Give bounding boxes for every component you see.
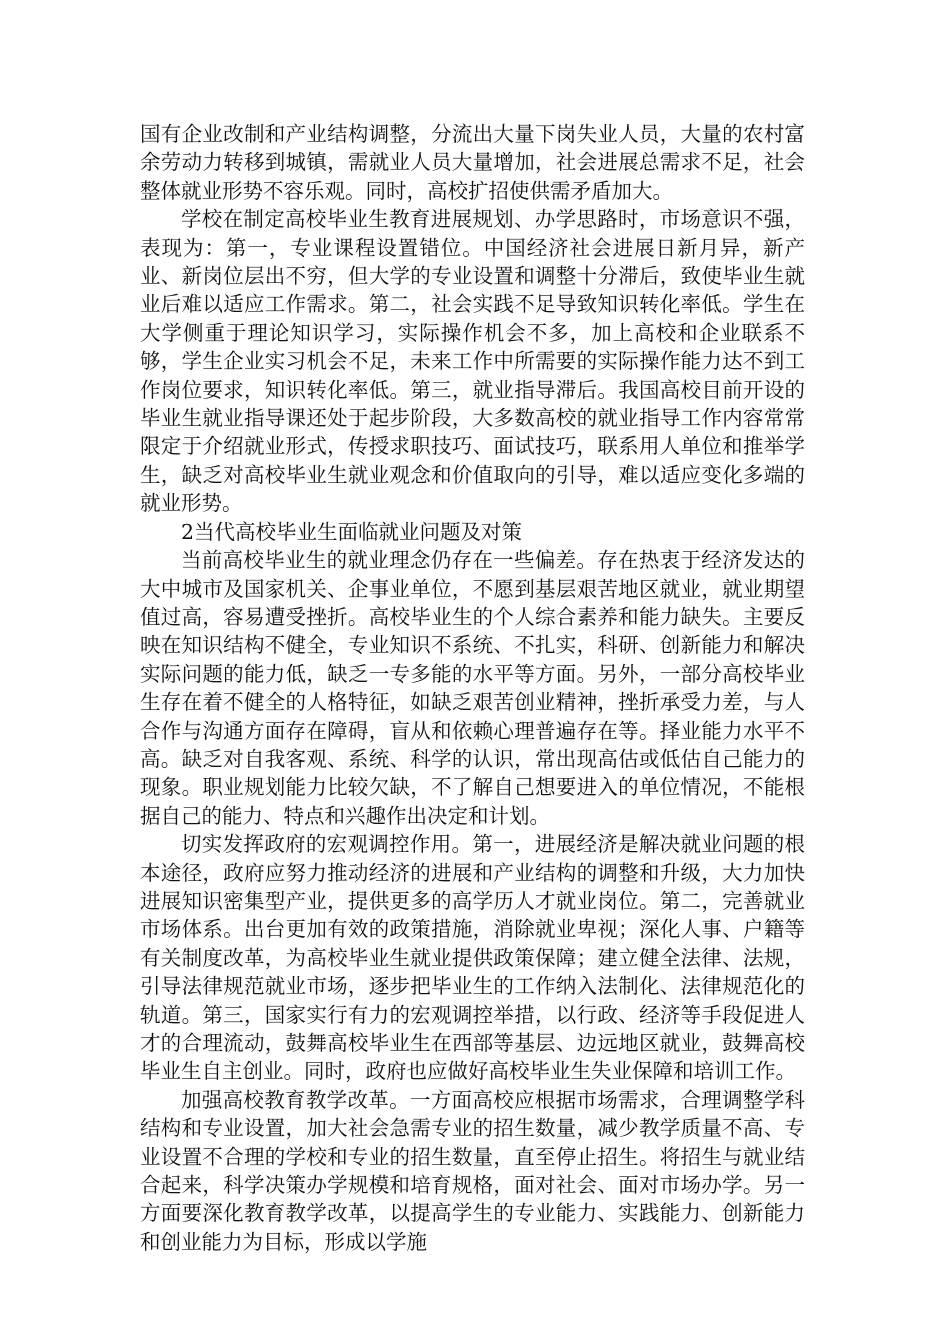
- paragraph-continuation: 国有企业改制和产业结构调整，分流出大量下岗失业人员，大量的农村富余劳动力转移到城镇，需就业人员大量增加，社会进展总需求不足，社会整体就业形势不容乐观。同时，高校扩招使供需矛盾加大。: [140, 122, 805, 203]
- paragraph-education-reform: 加强高校教育教学改革。一方面高校应根据市场需求，合理调整学科结构和专业设置，加大社会急需专业的招生数量，减少教学质量不高、专业设置不合理的学校和专业的招生数量，直至停止招生。将招生与就业结合起来，科学决策办学规模和培育规格，面对社会、面对市场办学。另一方面要深化教育教学改革，以提高学生的专业能力、实践能力、创新能力和创业能力为目标，形成以学施: [140, 1087, 805, 1254]
- section-heading: 2当代高校毕业生面临就业问题及对策: [181, 519, 523, 544]
- paragraph-employment-concept: 当前高校毕业生的就业理念仍存在一些偏差。存在热衷于经济发达的大中城市及国家机关、企事业单位，不愿到基层艰苦地区就业，就业期望值过高，容易遭受挫折。高校毕业生的个人综合素养和能力缺失。主要反映在知识结构不健全，专业知识不系统、不扎实，科研、创新能力和解决实际问题的能力低，缺乏一专多能的水平等方面。另外，一部分高校毕业生存在着不健全的人格特征，如缺乏艰苦创业精神，挫折承受力差，与人合作与沟通方面存在障碍，盲从和依赖心理普遍存在等。择业能力水平不高。缺乏对自我客观、系统、科学的认识，常出现高估或低估自己能力的现象。职业规划能力比较欠缺，不了解自己想要进入的单位情况，不能根据自己的能力、特点和兴趣作出决定和计划。: [140, 548, 805, 828]
- document-body: [140, 120, 805, 1256]
- paragraph-government-role: 切实发挥政府的宏观调控作用。第一，进展经济是解决就业问题的根本途径，政府应努力推动经济的进展和产业结构的调整和升级，大力加快进展知识密集型产业，提供更多的高学历人才就业岗位。第二，完善就业市场体系。出台更加有效的政策措施，消除就业卑视；深化人事、户籍等有关制度改革，为高校毕业生就业提供政策保障；建立健全法律、法规，引导法律规范就业市场，逐步把毕业生的工作纳入法制化、法律规范化的轨道。第三，国家实行有力的宏观调控举措，以行政、经济等手段促进人才的合理流动，鼓舞高校毕业生在西部等基层、边远地区就业，鼓舞高校毕业生自主创业。同时，政府也应做好高校毕业生失业保障和培训工作。: [140, 832, 805, 1084]
- paragraph-school-planning: 学校在制定高校毕业生教育进展规划、办学思路时，市场意识不强，表现为：第一，专业课程设置错位。中国经济社会进展日新月异，新产业、新岗位层出不穷，但大学的专业设置和调整十分滞后，致使毕业生就业后难以适应工作需求。第二，社会实践不足导致知识转化率低。学生在大学侧重于理论知识学习，实际操作机会不多，加上高校和企业联系不够，学生企业实习机会不足，未来工作中所需要的实际操作能力达不到工作岗位要求，知识转化率低。第三，就业指导滞后。我国高校目前开设的毕业生就业指导课还处于起步阶段，大多数高校的就业指导工作内容常常限定于介绍就业形式，传授求职技巧、面试技巧，联系用人单位和推举学生，缺乏对高校毕业生就业观念和价值取向的引导，难以适应变化多端的就业形势。: [140, 207, 805, 516]
